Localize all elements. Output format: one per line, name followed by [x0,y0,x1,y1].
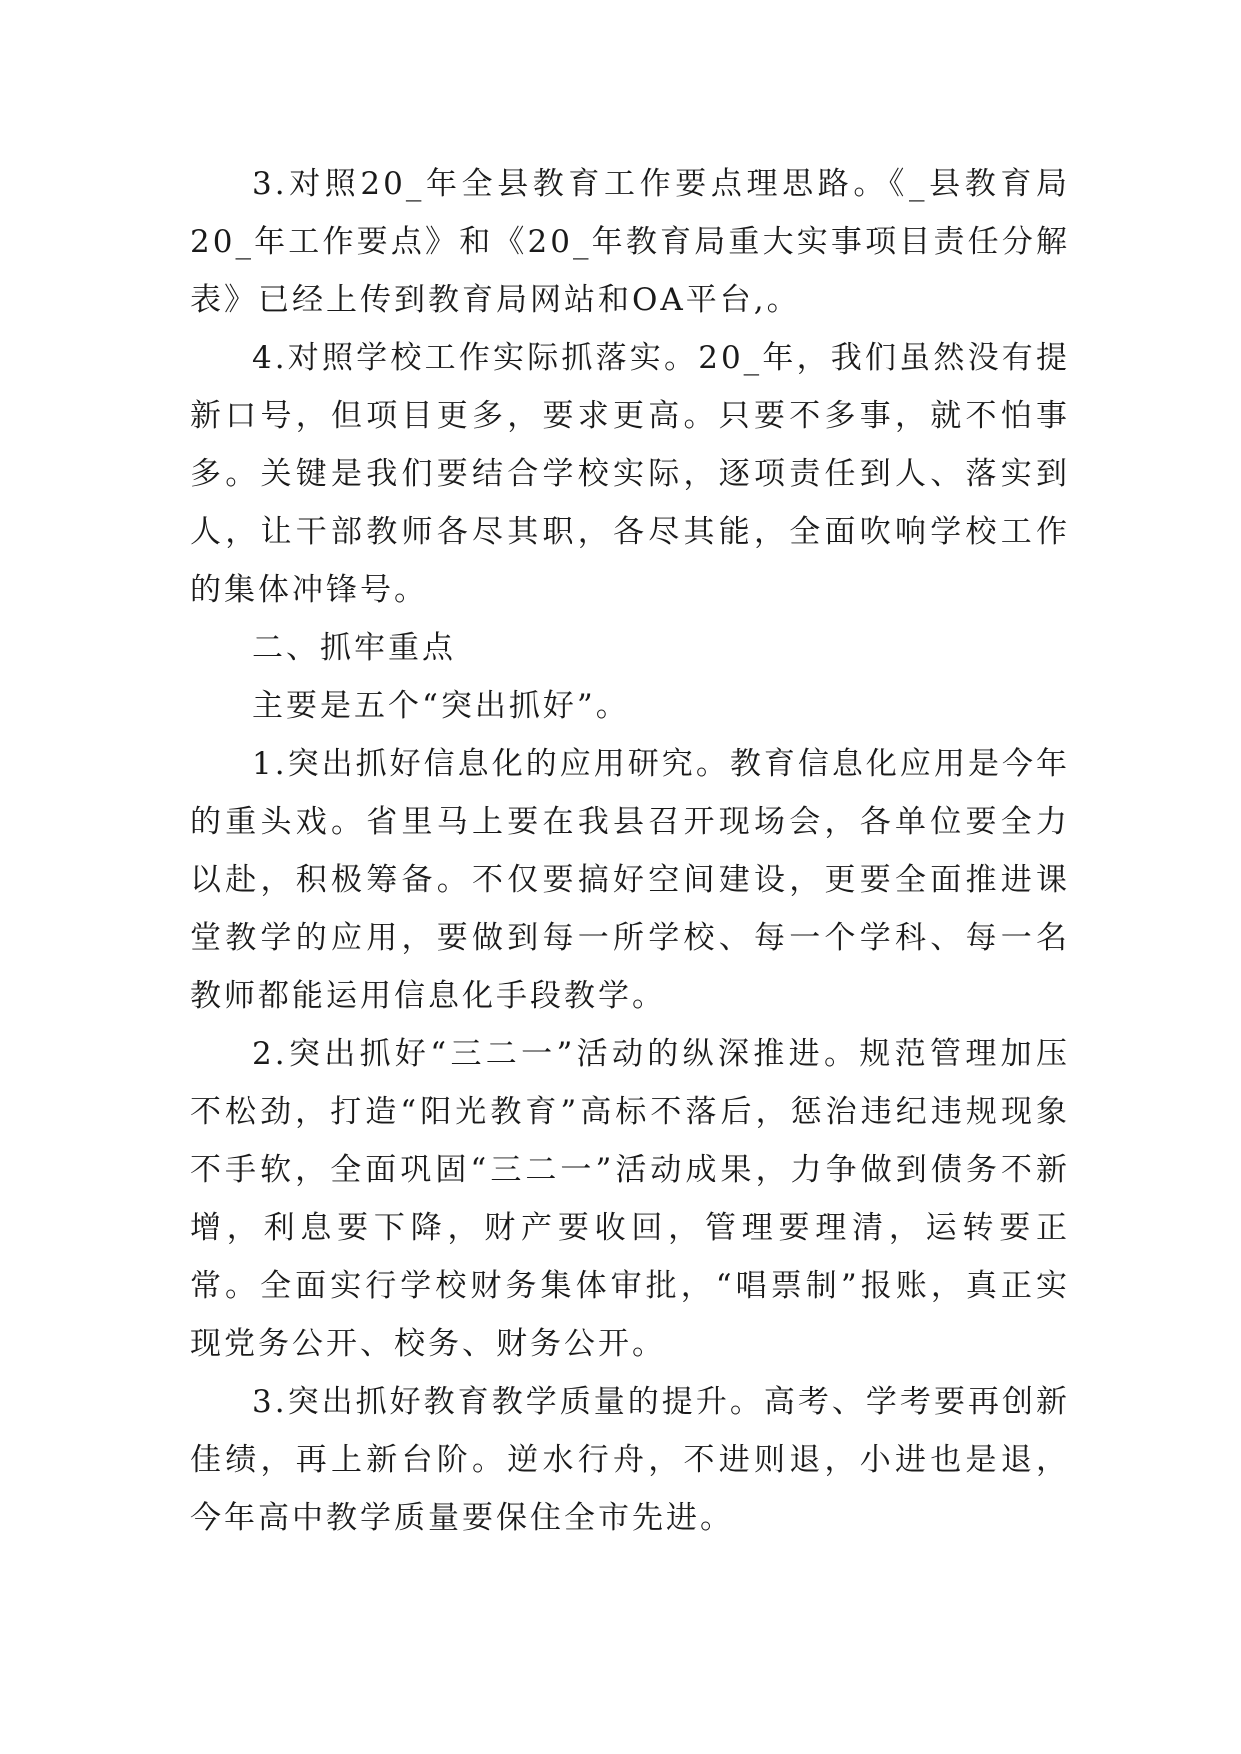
paragraph-five-priorities: 主要是五个“突出抓好”。 [252,688,630,724]
paragraph-priority-1-informatization: 1.突出抓好信息化的应用研究。教育信息化应用是今年的重头戏。省里马上要在我县召开现场会，各单位要全力以赴，积极筹备。不仅要搞好空间建设，更要全面推进课堂教学的应用，要做到每一所学校、每一个学科、每一名教师都能运用信息化手段教学。 [190,746,1070,1014]
paragraph-item-3-contrast-plan: 3.对照20_年全县教育工作要点理思路。《_县教育局20_年工作要点》和《20_年教育局重大实事项目责任分解表》已经上传到教育局网站和OA平台,。 [190,166,1070,318]
paragraph-item-4-implementation: 4.对照学校工作实际抓落实。20_年，我们虽然没有提新口号，但项目更多，要求更高。只要不多事，就不怕事多。关键是我们要结合学校实际，逐项责任到人、落实到人，让干部教师各尽其职，各尽其能，全面吹响学校工作的集体冲锋号。 [190,340,1070,608]
paragraph-priority-3-quality: 3.突出抓好教育教学质量的提升。高考、学考要再创新佳绩，再上新台阶。逆水行舟，不进则退，小进也是退，今年高中教学质量要保住全市先进。 [190,1384,1070,1536]
section-heading-key-points: 二、抓牢重点 [252,630,456,666]
document-body [190,155,1070,1547]
paragraph-priority-2-activity: 2.突出抓好“三二一”活动的纵深推进。规范管理加压不松劲，打造“阳光教育”高标不落后，惩治违纪违规现象不手软，全面巩固“三二一”活动成果，力争做到债务不新增，利息要下降，财产要收回，管理要理清，运转要正常。全面实行学校财务集体审批，“唱票制”报账，真正实现党务公开、校务、财务公开。 [190,1036,1070,1362]
